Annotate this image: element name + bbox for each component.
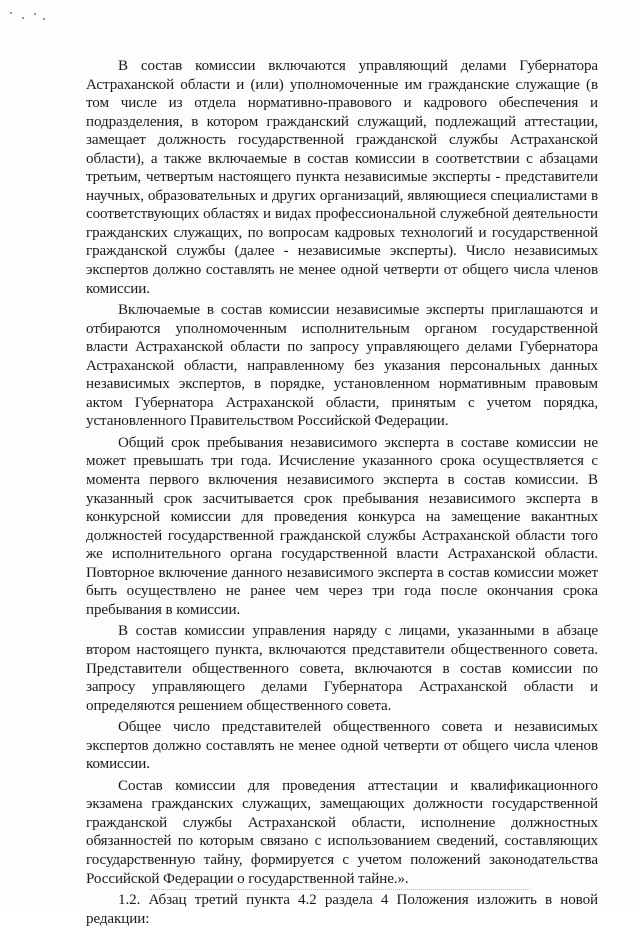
scan-speck [34,13,36,15]
scan-speck [10,12,12,14]
paragraph-expert-term: Общий срок пребывания независимого эксперта в составе комиссии не может превышать три года. Исчисление указанного срока осуществляется с момента первого включения независимого эксперта в состав комиссии. В указанный срок засчитывается срок пребывания независимого эксперта в конкурсной комиссии для проведения конкурса на замещение вакантных должностей государственной гражданской службы Астраханской области того же исполнительного органа государственной власти Астраханской области. Повторное включение данного независимого эксперта в состав комиссии может быть осуществлено не ранее чем через три года после окончания срока пребывания в комиссии. [86,434,598,618]
scan-bottom-edge [150,889,530,890]
scan-speck [43,18,45,20]
paragraph-state-secret: Состав комиссии для проведения аттестации и квалификационного экзамена гражданских служащих, замещающих должности государственной гражданской службы Астраханской области, исполнение должностных обязанностей по которым связано с использованием сведений, составляющих государственную тайну, формируется с учетом положений законодательства Российской Федерации о государственной тайне.». [86,777,598,887]
paragraph-member-ratio: Общее число представителей общественного совета и независимых экспертов должно составлять не менее одной четверти от общего числа членов комиссии. [86,719,598,773]
paragraph-public-council: В состав комиссии управления наряду с лицами, указанными в абзаце втором настоящего пункта, включаются представители общественного совета. Представители общественного совета, включаются в состав комиссии по запросу управляющего делами Губернатора Астраханской области и определяются решением общественного совета. [86,623,598,714]
paragraph-independent-experts: Включаемые в состав комиссии независимые эксперты приглашаются и отбираются уполномоченным исполнительным органом государственной власти Астраханской области по запросу управляющего делами Губернатора Астраханской области, направленному без указания персональных данных независимых экспертов, в порядке, установленном нормативным правовым актом Губернатора Астраханской области, принятым с учетом порядка, установленного Правительством Российской Федерации. [86,302,598,430]
document-body [86,57,598,928]
scan-speck [22,17,24,19]
paragraph-commission-composition: В состав комиссии включаются управляющий делами Губернатора Астраханской области и (или) уполномоченные им гражданские служащие (в том числе из отдела нормативно-правового и кадрового обеспечения и подразделения, в котором гражданский служащий, подлежащий аттестации, замещает должность государственной гражданской службы Астраханской области), а также включаемые в состав комиссии в соответствии с абзацами третьим, четвертым настоящего пункта независимые эксперты - представители научных, образовательных и других организаций, являющиеся специалистами в соответствующих областях и видах профессиональной служебной деятельности гражданских служащих, по вопросам кадровых технологий и государственной гражданской службы (далее - независимые эксперты). Число независимых экспертов должно составлять не менее одной четверти от общего числа членов комиссии. [86,58,598,297]
paragraph-amendment-1-2: 1.2. Абзац третий пункта 4.2 раздела 4 Положения изложить в новой редакции: [86,892,598,927]
